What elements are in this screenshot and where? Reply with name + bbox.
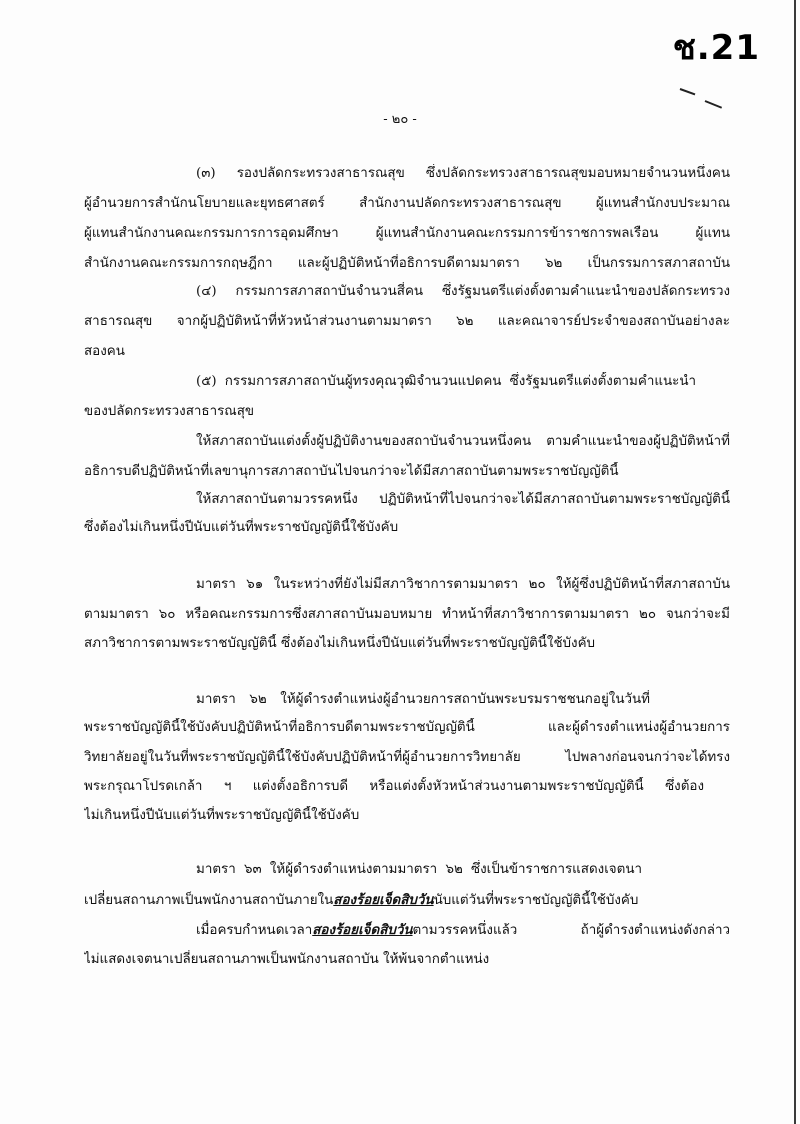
amended-text: สองร้อยเจ็ดสิบวัน <box>312 922 413 938</box>
section-62-line: พระกรุณาโปรดเกล้า ฯ แต่งตั้งอธิการบดี หรือแต่งตั้งหัวหน้าส่วนงานตามพระราชบัญญัตินี้ ซึ่งต้อง <box>84 779 704 794</box>
text-run: เปลี่ยนสถานภาพเป็นพนักงานสถาบันภายใน <box>84 893 334 908</box>
text-run: ตามวรรคหนึ่งแล้ว ถ้าผู้ดำรงตำแหน่งดังกล่าว <box>412 923 730 938</box>
section-63-line: ไม่แสดงเจตนาเปลี่ยนสถานภาพเป็นพนักงานสถาบัน ให้พ้นจากตำแหน่ง <box>84 952 490 967</box>
text-line: ผู้อำนวยการสำนักนโยบายและยุทธศาสตร์ สำนักงานปลัดกระทรวงสาธารณสุข ผู้แทนสำนักงบประมาณ <box>84 196 730 211</box>
text-line: อธิการบดีปฏิบัติหน้าที่เลขานุการสภาสถาบันไปจนกว่าจะได้มีสภาสถาบันตามพระราชบัญญัตินี้ <box>84 464 619 479</box>
text-line: สองคน <box>84 344 125 359</box>
text-line: สำนักงานคณะกรรมการกฤษฎีกา และผู้ปฏิบัติหน้าที่อธิการบดีตามมาตรา ๖๒ เป็นกรรมการสภาสถาบัน <box>84 256 730 271</box>
text-run: นับแต่วันที่พระราชบัญญัตินี้ใช้บังคับ <box>433 893 639 908</box>
text-line: ให้สภาสถาบันตามวรรคหนึ่ง ปฏิบัติหน้าที่ไปจนกว่าจะได้มีสภาสถาบันตามพระราชบัญญัตินี้ <box>196 492 730 507</box>
scan-edge <box>794 0 796 1124</box>
section-61-line: สภาวิชาการตามพระราชบัญญัตินี้ ซึ่งต้องไม่เกินหนึ่งปีนับแต่วันที่พระราชบัญญัตินี้ใช้บังคับ <box>84 636 596 651</box>
text-line: ผู้แทนสำนักงานคณะกรรมการการอุดมศึกษา ผู้แทนสำนักงานคณะกรรมการข้าราชการพลเรือน ผู้แทน <box>84 226 730 241</box>
text-line: (๔) กรรมการสภาสถาบันจำนวนสี่คน ซึ่งรัฐมนตรีแต่งตั้งตามคำแนะนำของปลัดกระทรวง <box>196 284 730 299</box>
text-line: สาธารณสุข จากผู้ปฏิบัติหน้าที่หัวหน้าส่วนงานตามมาตรา ๖๒ และคณาจารย์ประจำของสถาบันอย่างละ <box>84 314 730 329</box>
text-line: ของปลัดกระทรวงสาธารณสุข <box>84 404 255 419</box>
section-61-line: ตามมาตรา ๖๐ หรือคณะกรรมการซึ่งสภาสถาบันมอบหมาย ทำหน้าที่สภาวิชาการตามมาตรา ๒๐ จนกว่าจะมี <box>84 607 730 622</box>
section-62-line: พระราชบัญญัตินี้ใช้บังคับปฏิบัติหน้าที่อธิการบดีตามพระราชบัญญัตินี้ และผู้ดำรงตำแหน่งผู้อำนวยการ <box>84 720 730 735</box>
section-62-line: มาตรา ๖๒ ให้ผู้ดำรงตำแหน่งผู้อำนวยการสถาบันพระบรมราชชนกอยู่ในวันที่ <box>196 692 650 707</box>
text-run: เมื่อครบกำหนดเวลา <box>196 923 313 938</box>
text-line: (๕) กรรมการสภาสถาบันผู้ทรงคุณวุฒิจำนวนแปดคน ซึ่งรัฐมนตรีแต่งตั้งตามคำแนะนำ <box>196 374 696 389</box>
text-line: ให้สภาสถาบันแต่งตั้งผู้ปฏิบัติงานของสถาบันจำนวนหนึ่งคน ตามคำแนะนำของผู้ปฏิบัติหน้าที่ <box>196 434 730 449</box>
section-62-line: วิทยาลัยอยู่ในวันที่พระราชบัญญัตินี้ใช้บังคับปฏิบัติหน้าที่ผู้อำนวยการวิทยาลัย ไปพลางก่อนจนกว่าจะได้ทรง <box>84 750 730 765</box>
amended-text: สองร้อยเจ็ดสิบวัน <box>333 892 434 908</box>
section-63-line <box>196 920 730 941</box>
page-number: - ๒๐ - <box>383 112 417 127</box>
text-line: (๓) รองปลัดกระทรวงสาธารณสุข ซึ่งปลัดกระทรวงสาธารณสุขมอบหมายจำนวนหนึ่งคน <box>196 166 730 181</box>
section-61-line: มาตรา ๖๑ ในระหว่างที่ยังไม่มีสภาวิชาการตามมาตรา ๒๐ ให้ผู้ซึ่งปฏิบัติหน้าที่สภาสถาบัน <box>196 577 730 592</box>
section-63-line <box>84 890 730 911</box>
section-63-line: มาตรา ๖๓ ให้ผู้ดำรงตำแหน่งตามมาตรา ๖๒ ซึ่งเป็นข้าราชการแสดงเจตนา <box>196 862 642 877</box>
section-62-line: ไม่เกินหนึ่งปีนับแต่วันที่พระราชบัญญัตินี้ใช้บังคับ <box>84 808 360 823</box>
handwritten-page-mark: ช.21 <box>672 28 760 68</box>
text-line: ซึ่งต้องไม่เกินหนึ่งปีนับแต่วันที่พระราชบัญญัตินี้ใช้บังคับ <box>84 520 399 535</box>
handwritten-stroke <box>680 88 696 95</box>
